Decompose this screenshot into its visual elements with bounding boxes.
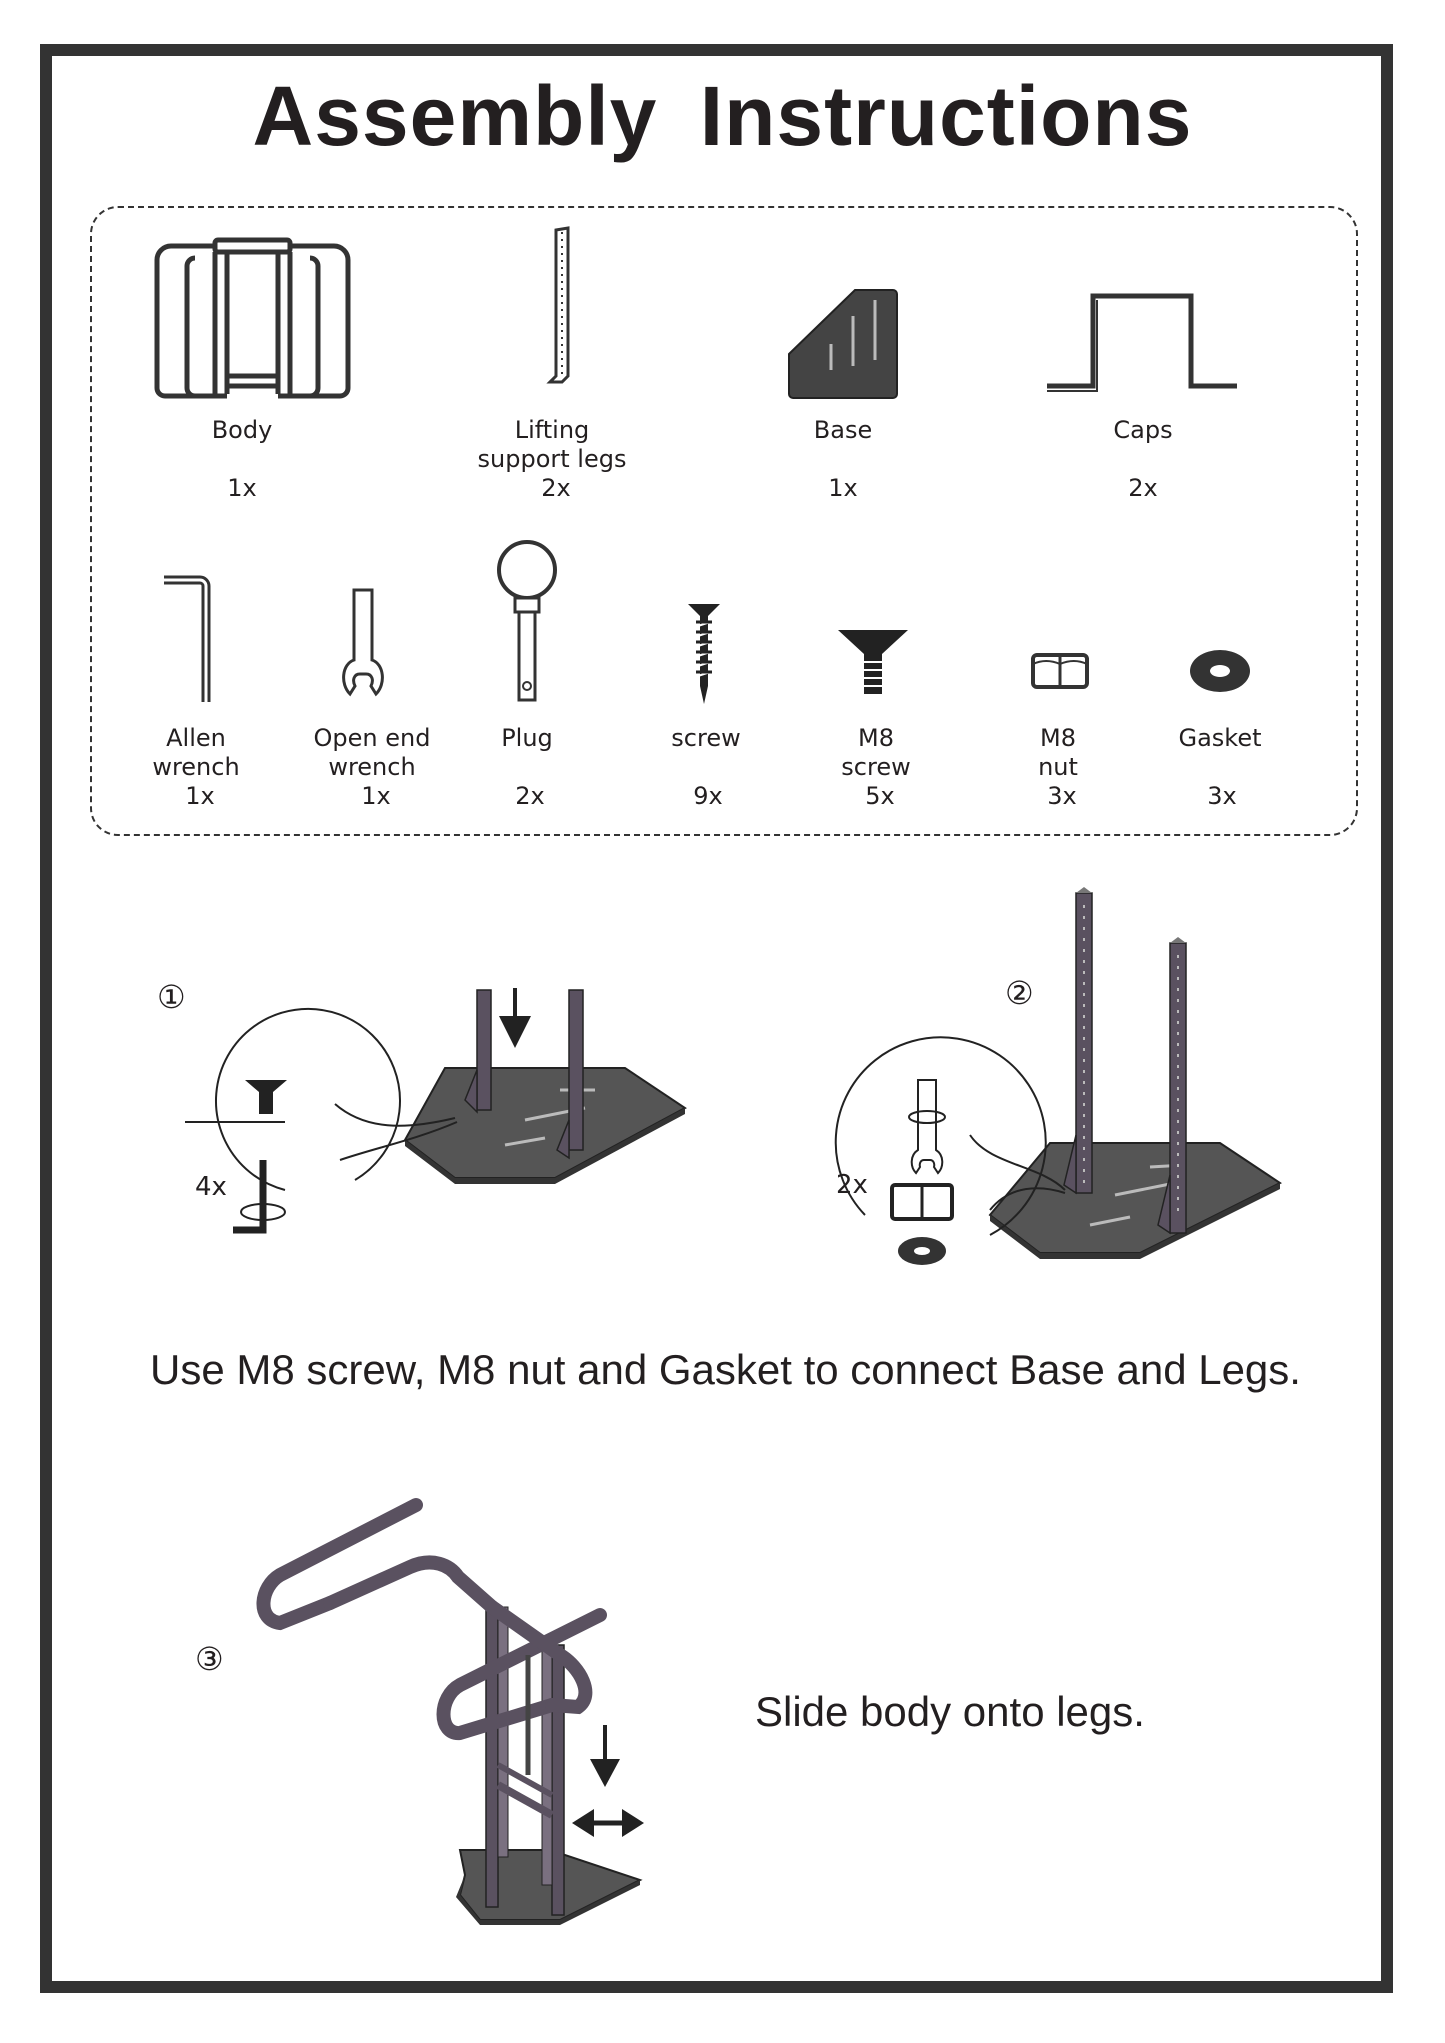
part-qty-base: 1x <box>828 474 858 502</box>
step-2-diagram <box>840 885 1290 1275</box>
instruction-slide-body: Slide body onto legs. <box>755 1688 1145 1735</box>
part-label-lifting-support-legs <box>452 416 652 474</box>
m8-nut-icon <box>1030 652 1090 690</box>
plug-pin-icon <box>492 540 562 705</box>
part-qty-screw: 9x <box>693 782 723 810</box>
part-qty-m8-nut: 3x <box>1047 782 1077 810</box>
wood-screw-icon <box>686 602 722 706</box>
step-2-number: ② <box>1005 974 1034 1012</box>
part-label-m8-screw: M8 screw <box>841 724 911 781</box>
instruction-base-and-legs: Use M8 screw, M8 nut and Gasket to connect Base and Legs. <box>150 1346 1301 1393</box>
body-frame-icon <box>155 236 350 406</box>
part-qty-plug: 2x <box>515 782 545 810</box>
step-3-number: ③ <box>195 1640 224 1678</box>
part-label-allen-wrench: Allen wrench <box>152 724 240 781</box>
part-label-base: Base <box>813 416 873 444</box>
step-1-diagram <box>165 980 685 1260</box>
part-qty-m8-screw: 5x <box>865 782 895 810</box>
part-qty-gasket: 3x <box>1207 782 1237 810</box>
part-qty-allen-wrench: 1x <box>185 782 215 810</box>
part-label-screw: screw <box>671 724 741 752</box>
part-label-body: Body <box>211 416 273 444</box>
base-plate-icon <box>785 286 900 401</box>
page-title: Assembly Instructions <box>252 69 1193 163</box>
part-qty-open-end-wrench: 1x <box>361 782 391 810</box>
lifting-support-leg-icon <box>548 226 576 386</box>
step-2-quantity-callout: 2x <box>836 1170 868 1200</box>
cap-bracket-icon <box>1045 290 1240 395</box>
part-label-open-end-wrench: Open end wrench <box>313 724 431 781</box>
part-label-plug: Plug <box>501 724 553 752</box>
part-label-lifting-text: Lifting support legs <box>477 416 627 473</box>
step-1-quantity-callout: 4x <box>195 1172 227 1202</box>
gasket-washer-icon <box>1188 648 1252 694</box>
step-3-diagram <box>260 1495 670 1925</box>
m8-screw-icon <box>836 628 910 698</box>
part-label-gasket: Gasket <box>1178 724 1262 752</box>
step-1-number: ① <box>157 978 186 1016</box>
open-end-wrench-icon <box>338 586 388 706</box>
part-qty-lifting-support-legs: 2x <box>541 474 571 502</box>
part-qty-body: 1x <box>227 474 257 502</box>
allen-wrench-icon <box>160 576 220 706</box>
part-label-caps: Caps <box>1113 416 1173 444</box>
part-label-m8-nut: M8 nut <box>1038 724 1078 781</box>
part-qty-caps: 2x <box>1128 474 1158 502</box>
